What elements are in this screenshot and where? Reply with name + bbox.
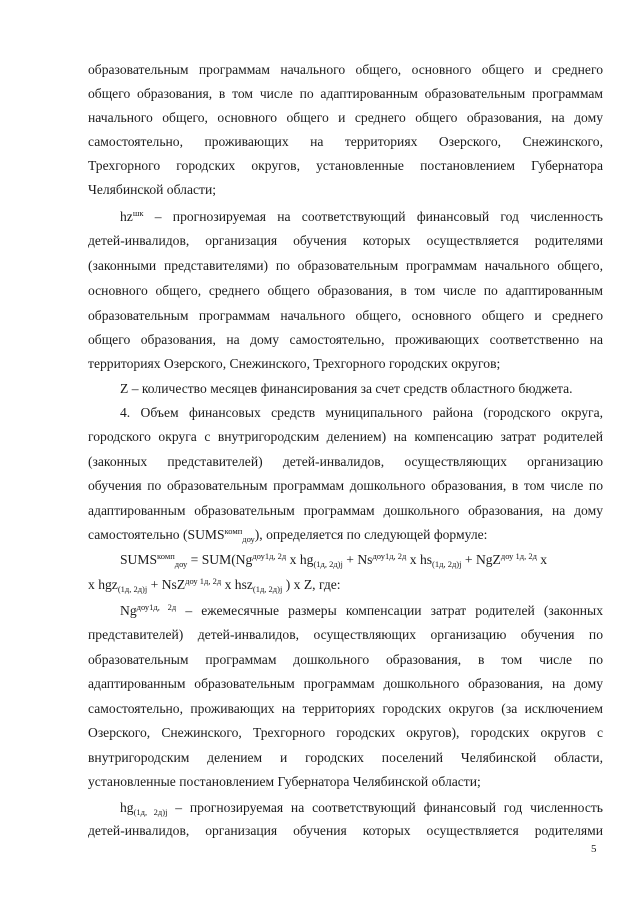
text-line: образовательным программам начального общего, основного общего и среднего [88, 308, 603, 323]
text-line: $hz^{шк}$ – прогнозируемая на соответствующий финансовый год численность [120, 208, 603, 224]
text-line: представителей) детей-инвалидов, осуществляющих организацию обучения по [88, 627, 603, 642]
text-line: Z – количество месяцев финансирования за счет средств областного бюджета. [120, 381, 573, 396]
text-line: городского округа с внутригородским делением) на компенсацию затрат родителей [88, 429, 603, 444]
text-line: образовательным программам начального общего, основного общего и среднего [88, 62, 603, 77]
text-line: самостоятельно $(SUMS^{комп}_{доу})$, определяется по следующей формуле: [88, 526, 488, 544]
text-line: установленные постановлением Губернатора Челябинской области; [88, 774, 481, 789]
text-line: адаптированным образовательным программам дошкольного образования, на дому [88, 503, 603, 518]
text-line: $hg_{(1д, 2д)j}$ – прогнозируемая на соответствующий финансовый год численность [120, 800, 603, 817]
text-line: обучения по образовательным программам дошкольного образования, в том числе по [88, 478, 603, 493]
page-number: 5 [591, 843, 597, 855]
text-line: общего образования, в том числе по адаптированным образовательным программам [88, 86, 603, 101]
text-line: Трехгорного городских округов, установленные постановлением Губернатора [88, 158, 603, 173]
formula-line: $SUMS^{комп}_{доу} = SUM(Ng^{доу1д, 2д}$ x $hg_{(1д, 2д)j} + Ns^{доу1д, 2д}$ x $hs_{(1д, 2д)j} + NgZ^{доу 1д, 2д}$ x [120, 551, 548, 569]
formula-line: x hgz$_{(1д, 2д)j}$ + NsZ$^{доу 1д, 2д}$ x hsz$_{(1д, 2д)j}$ ) x Z, где: [88, 576, 341, 594]
text-line: территориях Озерского, Снежинского, Трехгорного городских округов; [88, 356, 501, 371]
text-line: (законными представителями) по образовательным программам начального общего, [88, 258, 603, 273]
text-line: образовательным программам дошкольного образования, в том числе по [88, 652, 603, 667]
text-line: начального общего, основного общего и среднего общего образования, на дому [88, 110, 603, 125]
text-line: самостоятельно, проживающих на территориях городских округов (за исключением [88, 701, 603, 716]
text-line: Челябинской области; [88, 182, 217, 197]
text-line: общего образования, на дому самостоятельно, проживающих соответственно на [88, 332, 603, 347]
text-line: (законных представителей) детей-инвалидов, осуществляющих организацию [88, 454, 603, 469]
text-line: детей-инвалидов, организация обучения которых осуществляется родителями [88, 823, 603, 838]
text-line: самостоятельно, проживающих на территориях Озерского, Снежинского, [88, 134, 603, 149]
text-line: $Ng^{доу1д, 2д}$ – ежемесячные размеры компенсации затрат родителей (законных [120, 602, 603, 618]
text-line: внутригородским делением и городских поселений Челябинской области, [88, 750, 603, 765]
text-line: 4. Объем финансовых средств муниципального района (городского округа, [120, 405, 603, 420]
text-line: детей-инвалидов, организация обучения которых осуществляется родителями [88, 233, 603, 248]
text-line: Озерского, Снежинского, Трехгорного городских округов), городских округов с [88, 725, 603, 740]
text-line: основного общего, среднего общего образования, в том числе по адаптированным [88, 283, 603, 298]
text-line: адаптированным образовательным программам дошкольного образования, на дому [88, 676, 603, 691]
